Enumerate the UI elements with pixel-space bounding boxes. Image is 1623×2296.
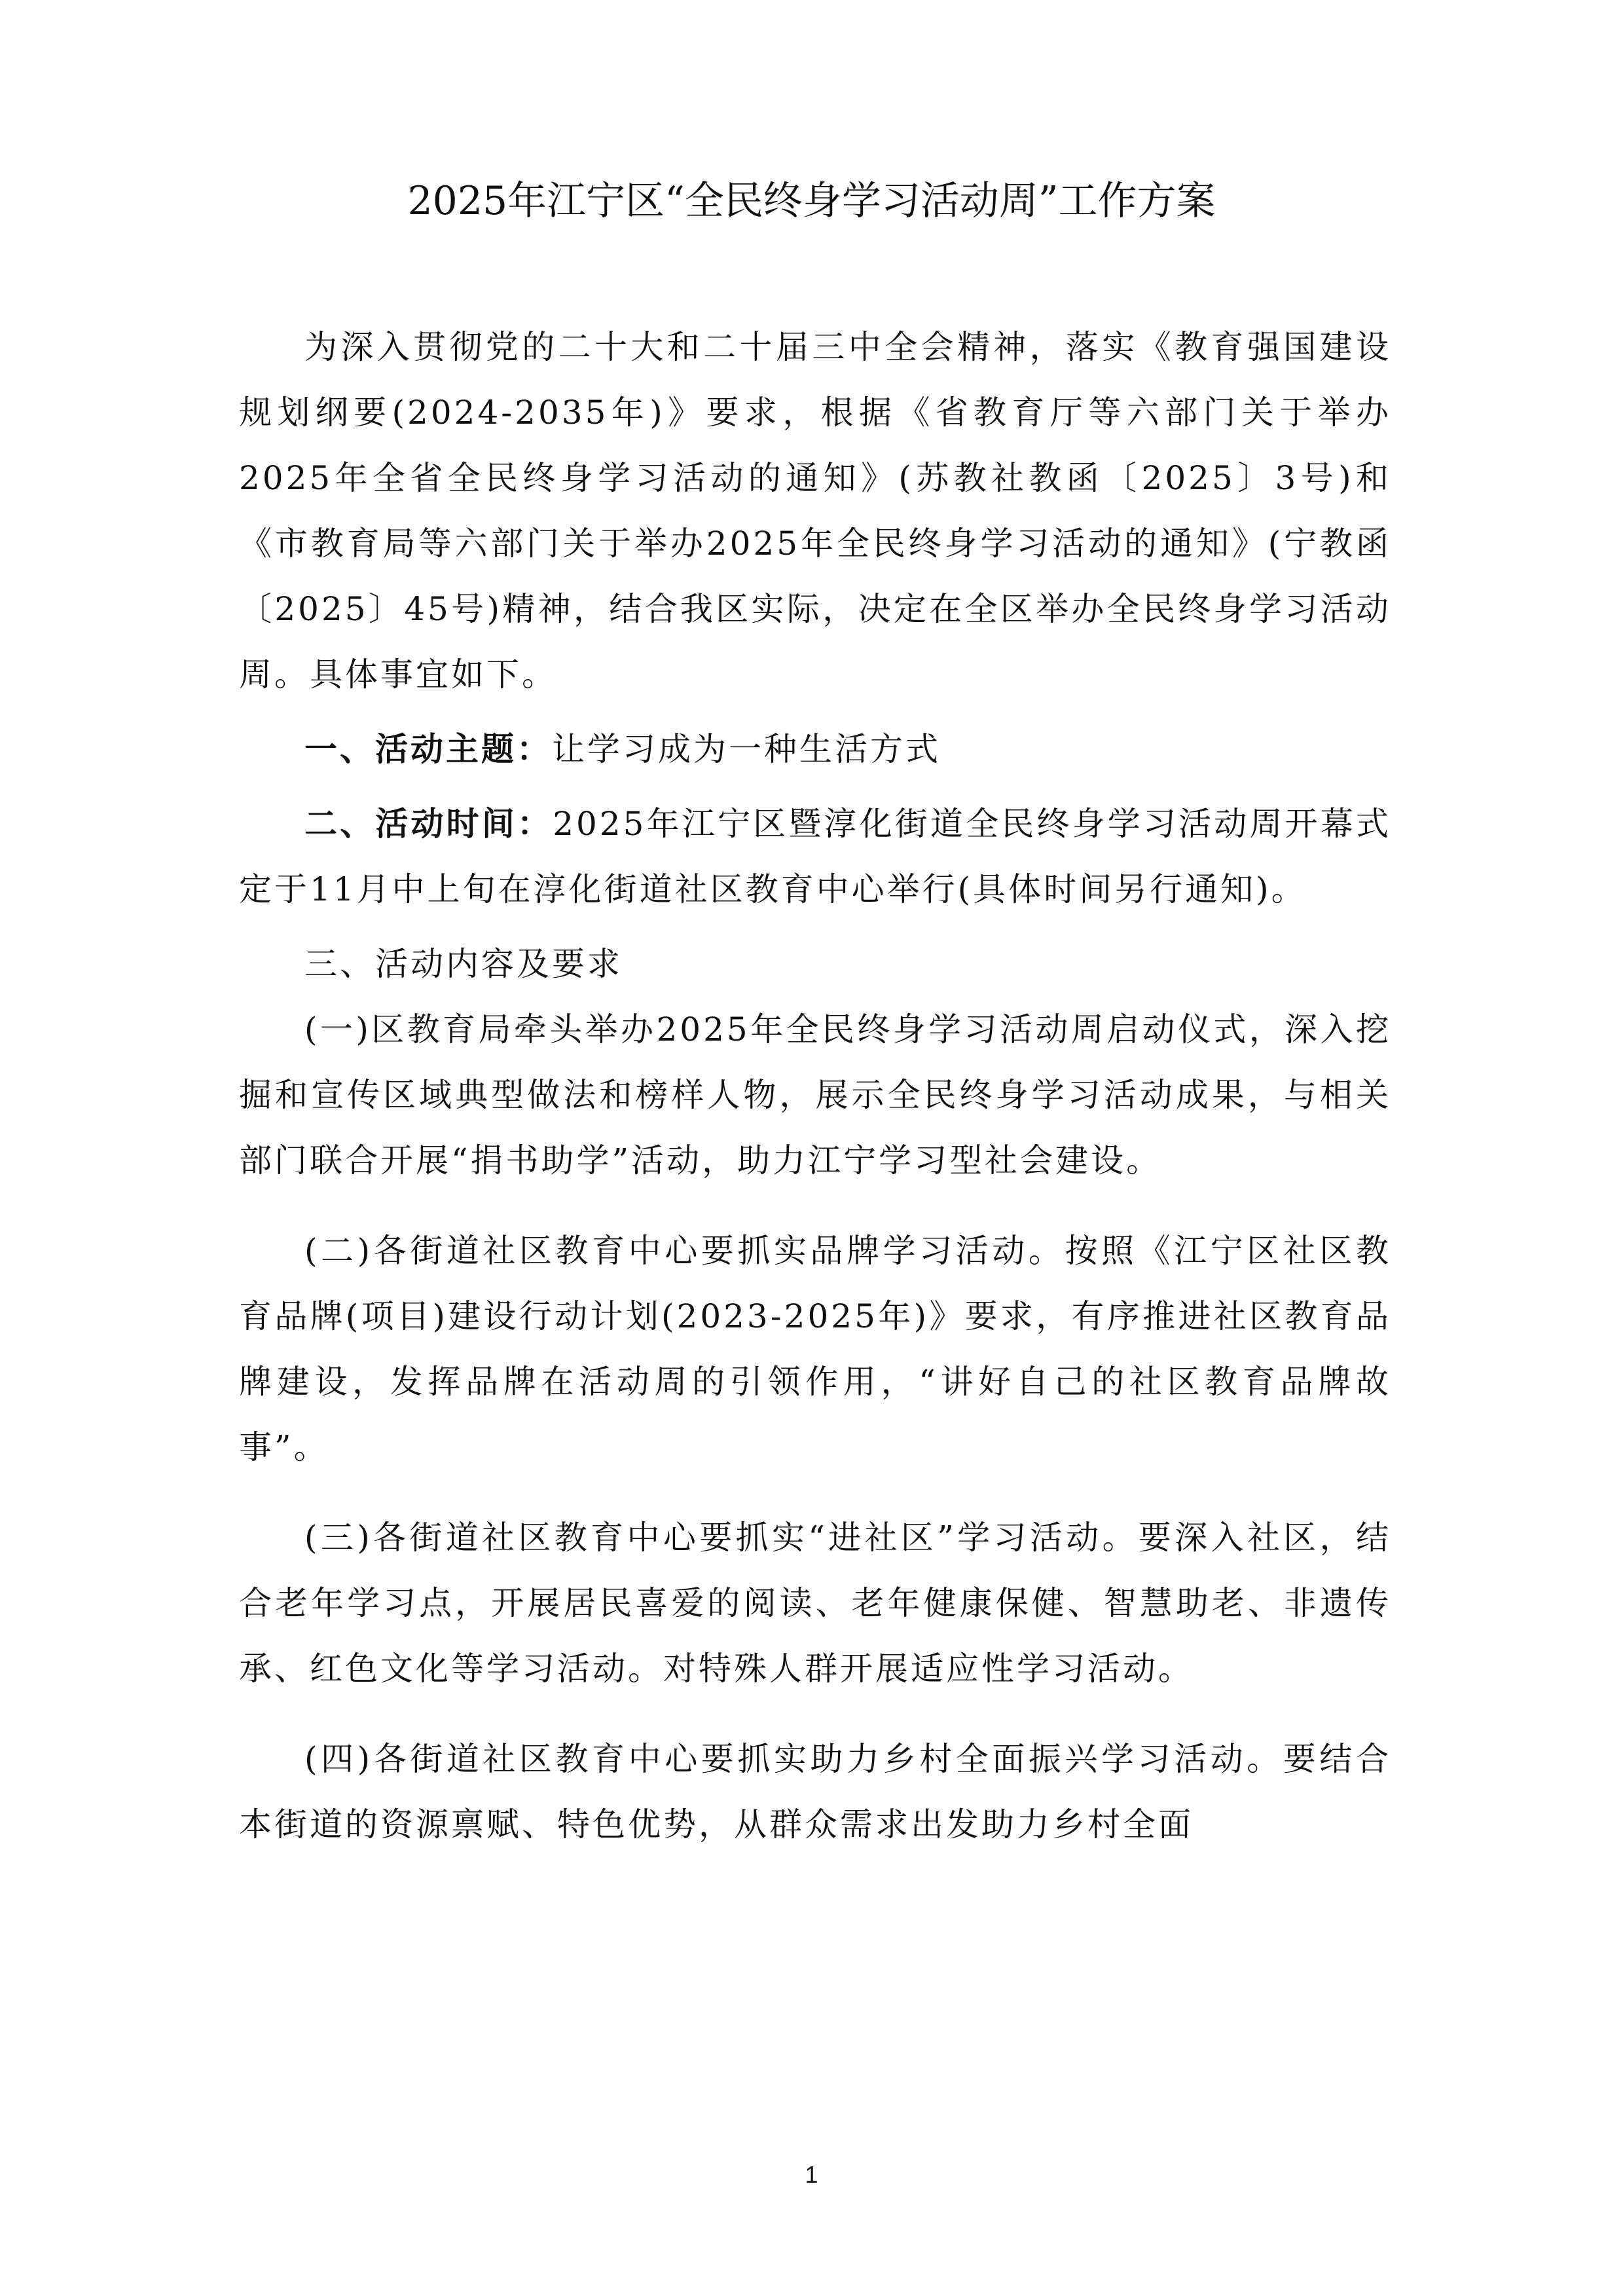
section-content-heading (239, 931, 1391, 997)
item-paragraph-4: (四)各街道社区教育中心要抓实助力乡村全面振兴学习活动。要结合本街道的资源禀赋、特色优势，从群众需求出发助力乡村全面 (239, 1740, 1391, 1843)
section-time-label: 二、活动时间： (304, 804, 553, 843)
section-theme (239, 716, 1391, 782)
section-theme-label: 一、活动主题： (304, 730, 552, 768)
section-time (239, 791, 1391, 922)
item-paragraph-1: (一)区教育局牵头举办2025年全民终身学习活动周启动仪式，深入挖掘和宣传区域典型做法和榜样人物，展示全民终身学习活动成果，与相关部门联合开展“捐书助学”活动，助力江宁学习型社会建设。 (239, 1010, 1391, 1179)
section-time-text: 2025年江宁区暨淳化街道全民终身学习活动周开幕式定于11月中上旬在淳化街道社区教育中心举行(具体时间另行通知)。 (239, 805, 1391, 908)
item-paragraph-2: (二)各街道社区教育中心要抓实品牌学习活动。按照《江宁区社区教育品牌(项目)建设行动计划(2023-2025年)》要求，有序推进社区教育品牌建设，发挥品牌在活动周的引领作用，“讲好自己的社区教育品牌故事”。 (239, 1232, 1391, 1466)
document-title: 2025年江宁区“全民终身学习活动周”工作方案 (407, 178, 1216, 224)
intro-paragraph: 为深入贯彻党的二十大和二十届三中全会精神，落实《教育强国建设规划纲要(2024-2035年)》要求，根据《省教育厅等六部门关于举办2025年全省全民终身学习活动的通知》(苏教社教函〔2025〕3号)和《市教育局等六部门关于举办2025年全民终身学习活动的通知》(宁教函〔2025〕45号)精神，结合我区实际，决定在全区举办全民终身学习活动周。具体事宜如下。 (239, 328, 1391, 694)
section-content-label: 三、活动内容及要求 (304, 945, 623, 983)
document-body (239, 314, 1391, 1857)
page-number: 1 (805, 2161, 818, 2188)
section-theme-text: 让学习成为一种生活方式 (552, 730, 941, 768)
item-paragraph-3: (三)各街道社区教育中心要抓实“进社区”学习活动。要深入社区，结合老年学习点，开展居民喜爱的阅读、老年健康保健、智慧助老、非遗传承、红色文化等学习活动。对特殊人群开展适应性学习活动。 (239, 1519, 1391, 1688)
